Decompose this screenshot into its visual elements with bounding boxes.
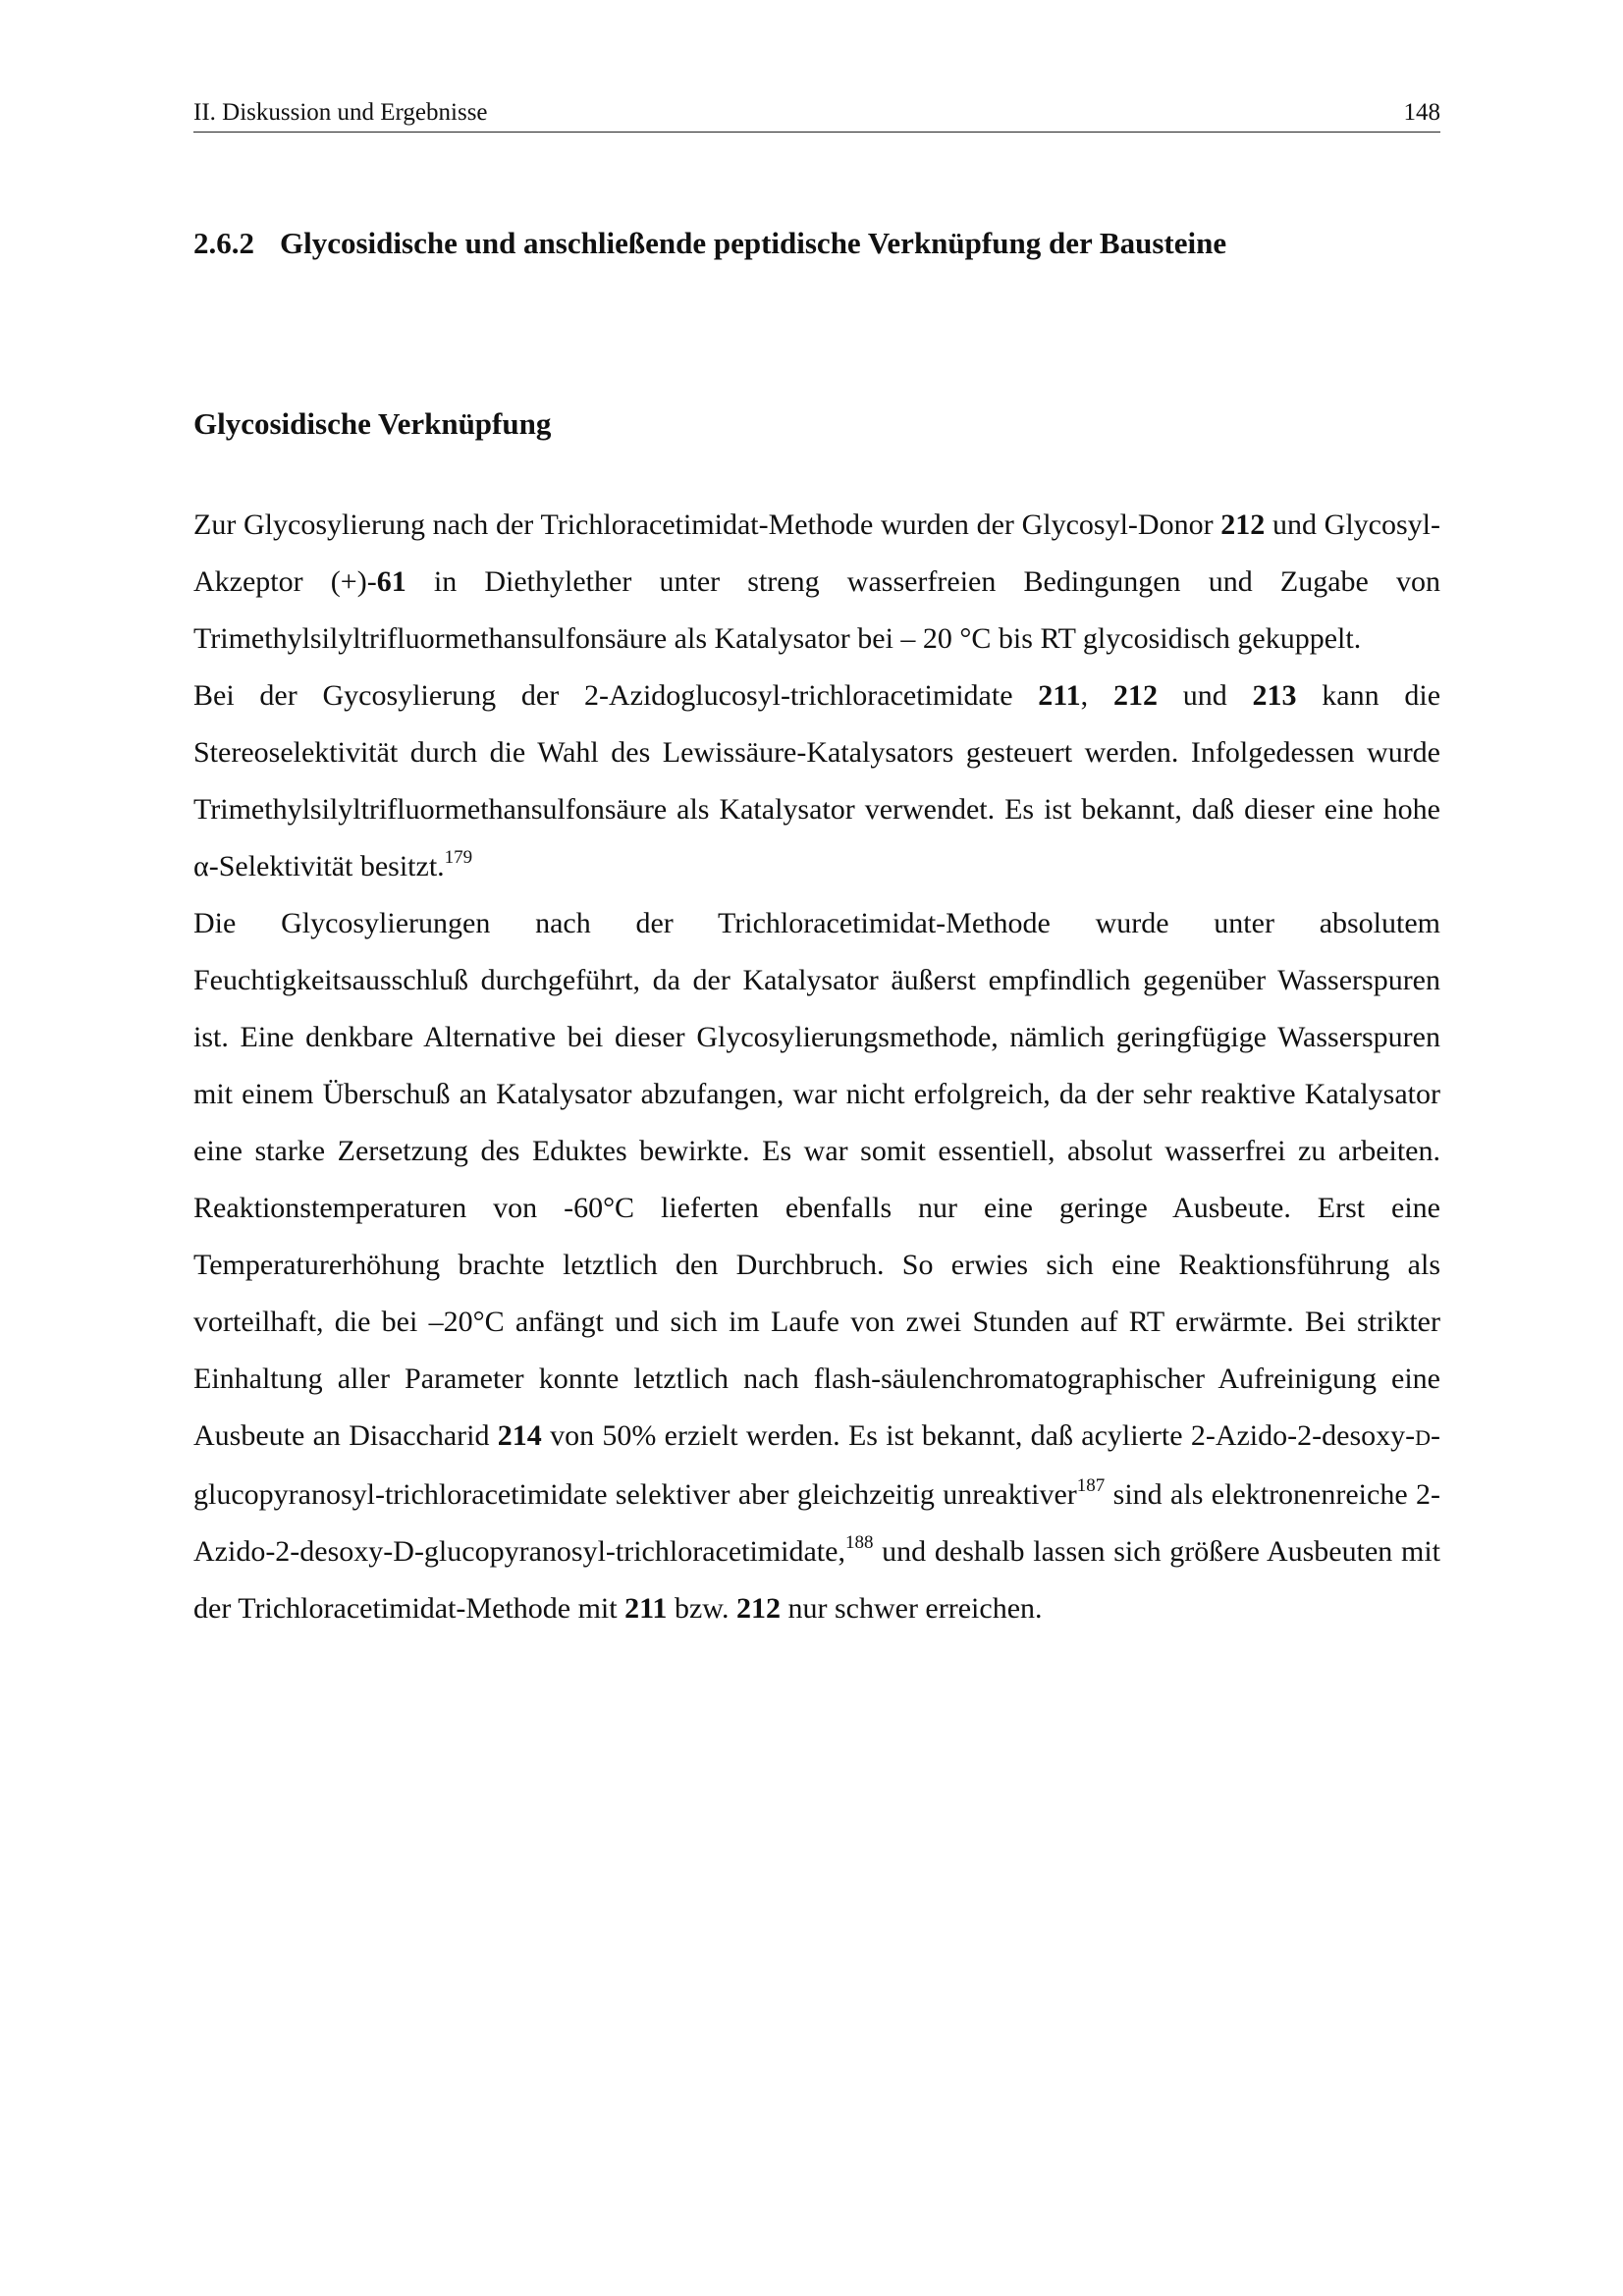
text-run: und xyxy=(1157,679,1253,712)
compound-number: 211 xyxy=(1038,679,1081,712)
compound-number: 214 xyxy=(497,1419,542,1452)
text-run: und deshalb lassen sich größere Ausbeuten mit der Trichloracetimidat-Methode mit xyxy=(193,1535,1440,1625)
small-caps-descriptor: D xyxy=(1415,1425,1431,1450)
compound-number: 212 xyxy=(735,1592,781,1625)
body-text xyxy=(193,497,1440,1637)
compound-number: 213 xyxy=(1252,679,1297,712)
compound-number: 212 xyxy=(1112,679,1158,712)
page-number: 148 xyxy=(1403,99,1440,126)
text-run: Die Glycosylierungen nach der Trichloracetimidat-Methode wurde unter absolutem Feuchtigkeitsausschluß durchgeführt, da der Katalysator äußerst empfindlich gegenüber Wasserspuren ist. Eine denkbare Alternative bei dieser Glycosylierungsmethode, nämlich geringfügige Wasserspuren mit einem Überschuß an Katalysator abzufangen, war nicht erfolgreich, da der sehr reaktive Katalysator eine starke Zersetzung des Eduktes bewirkte. Es war somit essentiell, absolut wasserfrei zu arbeiten. Reaktionstemperaturen von -60°C lieferten ebenfalls nur eine geringe Ausbeute. Erst eine Temperaturerhöhung brachte letztlich den Durchbruch. So erwies sich eine Reaktionsführung als vorteilhaft, die bei –20°C anfängt und sich im Laufe von zwei Stunden auf RT erwärmte. Bei strikter Einhaltung aller Parameter konnte letztlich nach flash-säulenchromatographischer Aufreinigung eine Ausbeute an Disaccharid xyxy=(193,907,1440,1452)
text-run: Bei der Gycosylierung der 2-Azidoglucosyl-trichloracetimidate xyxy=(193,679,1039,712)
paragraph-3 xyxy=(193,895,1440,1637)
paragraph-1 xyxy=(193,497,1440,667)
compound-number: 212 xyxy=(1220,508,1266,541)
text-run: von 50% erzielt werden. Es ist bekannt, daß acylierte 2-Azido-2-desoxy- xyxy=(541,1419,1416,1452)
text-run: kann die Stereoselektivität durch die Wahl des Lewissäure-Katalysators gesteuert werden. Infolgedessen wurde Trimethylsilyltrifluormethansulfonsäure als Katalysator verwendet. Es ist bekannt, daß dieser eine hohe α-Selektivität besitzt. xyxy=(193,679,1441,882)
compound-number: 61 xyxy=(376,565,406,598)
text-run: nur schwer erreichen. xyxy=(780,1592,1043,1625)
footnote-reference: 188 xyxy=(844,1532,874,1553)
text-run: und Glycosyl-Akzeptor (+)- xyxy=(193,508,1440,598)
section-number: 2.6.2 xyxy=(193,226,254,260)
footnote-reference: 187 xyxy=(1076,1475,1106,1496)
text-run: sind als elektronenreiche 2-Azido-2-desoxy-D-glucopyranosyl-trichloracetimidate, xyxy=(193,1478,1441,1568)
footnote-reference: 179 xyxy=(444,847,473,868)
section-heading xyxy=(193,224,1440,263)
running-header xyxy=(193,96,1440,133)
running-header-chapter: II. Diskussion und Ergebnisse xyxy=(193,99,488,126)
text-run: bzw. xyxy=(667,1592,736,1625)
text-run: , xyxy=(1080,679,1113,712)
paragraph-2 xyxy=(193,667,1440,895)
section-title: Glycosidische und anschließende peptidische Verknüpfung der Bausteine xyxy=(280,226,1227,260)
compound-number: 211 xyxy=(624,1592,668,1625)
text-run: -glucopyranosyl-trichloracetimidate selektiver aber gleichzeitig unreaktiver xyxy=(193,1419,1440,1511)
subheading: Glycosidische Verknüpfung xyxy=(193,406,552,441)
text-run: Zur Glycosylierung nach der Trichloracetimidat-Methode wurden der Glycosyl-Donor xyxy=(193,508,1221,541)
text-run: in Diethylether unter streng wasserfreien Bedingungen und Zugabe von Trimethylsilyltrifluormethansulfonsäure als Katalysator bei – 20 °C bis RT glycosidisch gekuppelt. xyxy=(193,565,1440,655)
